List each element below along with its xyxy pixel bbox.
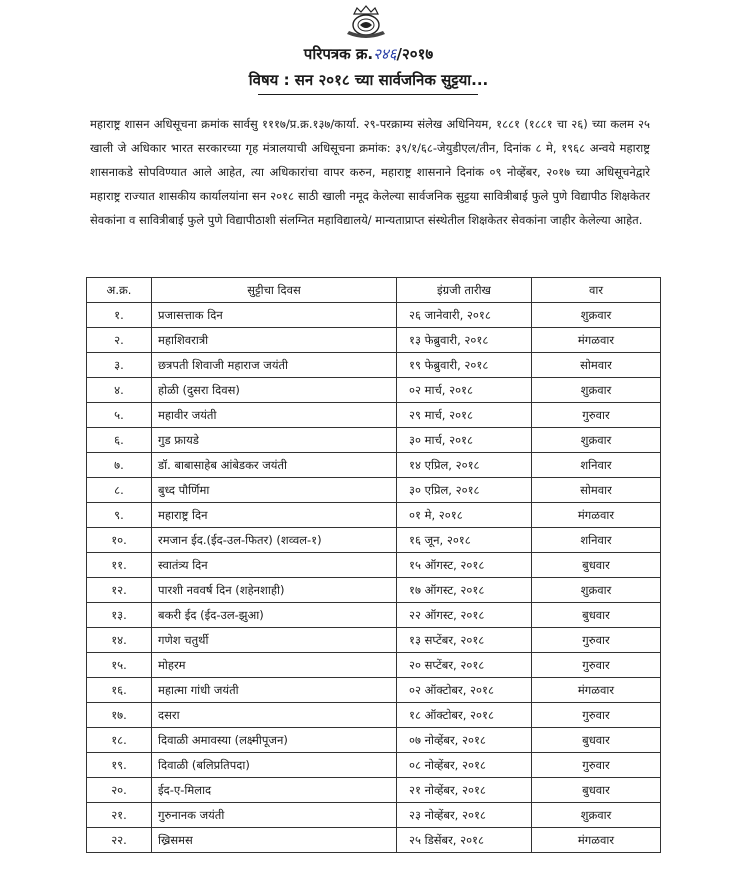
weekday-cell: मंगळवार: [532, 828, 661, 853]
serial-cell: ६.: [87, 428, 152, 453]
table-row: [87, 453, 661, 478]
date-cell: २० सप्टेंबर, २०१८: [397, 653, 532, 678]
weekday-cell: बुधवार: [532, 728, 661, 753]
weekday-cell: गुरुवार: [532, 753, 661, 778]
holiday-rows: [87, 303, 661, 853]
serial-cell: १६.: [87, 678, 152, 703]
holiday-name-cell: दिवाळी (बलिप्रतिपदा): [152, 753, 397, 778]
holiday-name-cell: मोहरम: [152, 653, 397, 678]
table-row: [87, 753, 661, 778]
circular-number: [0, 44, 737, 64]
university-emblem-icon: [341, 4, 391, 40]
serial-cell: १९.: [87, 753, 152, 778]
holiday-name-cell: बुध्द पौर्णिमा: [152, 478, 397, 503]
date-cell: २९ मार्च, २०१८: [397, 403, 532, 428]
weekday-cell: मंगळवार: [532, 503, 661, 528]
table-row: [87, 503, 661, 528]
date-cell: २२ ऑगस्ट, २०१८: [397, 603, 532, 628]
table-row: [87, 478, 661, 503]
subject-heading: विषय : सन २०१८ च्या सार्वजनिक सुट्टया...: [248, 71, 489, 89]
table-row: [87, 603, 661, 628]
weekday-cell: बुधवार: [532, 553, 661, 578]
date-cell: ०२ मार्च, २०१८: [397, 378, 532, 403]
table-row: [87, 378, 661, 403]
serial-cell: ८.: [87, 478, 152, 503]
date-cell: ०८ नोव्हेंबर, २०१८: [397, 753, 532, 778]
weekday-cell: बुधवार: [532, 778, 661, 803]
serial-cell: १३.: [87, 603, 152, 628]
serial-cell: ११.: [87, 553, 152, 578]
holiday-name-cell: ख्रिसमस: [152, 828, 397, 853]
header-serial-no: अ.क्र.: [87, 278, 152, 303]
date-cell: २३ नोव्हेंबर, २०१८: [397, 803, 532, 828]
table-row: [87, 553, 661, 578]
holiday-name-cell: महात्मा गांधी जयंती: [152, 678, 397, 703]
holiday-name-cell: स्वातंत्र्य दिन: [152, 553, 397, 578]
table-row: [87, 653, 661, 678]
holiday-name-cell: छत्रपती शिवाजी महाराज जयंती: [152, 353, 397, 378]
holiday-name-cell: होळी (दुसरा दिवस): [152, 378, 397, 403]
serial-cell: १.: [87, 303, 152, 328]
weekday-cell: गुरुवार: [532, 628, 661, 653]
serial-cell: २०.: [87, 778, 152, 803]
serial-cell: २१.: [87, 803, 152, 828]
table-row: [87, 328, 661, 353]
date-cell: १७ ऑगस्ट, २०१८: [397, 578, 532, 603]
holiday-name-cell: बकरी ईद (ईद-उल-झुआ): [152, 603, 397, 628]
notification-paragraph: महाराष्ट्र शासन अधिसूचना क्रमांक सार्वसु १११७/प्र.क्र.१३७/कार्या. २९-परक्राम्य संलेख अधिनियम, १८८१ (१८८१ चा २६) च्या कलम २५ खाली जे अधिकार भारत सरकारच्या गृह मंत्रालयाची अधिसूचना क्रमांक: ३९/१/६८-जेयुडीएल/तीन, दिनांक ८ मे, १९६८ अन्वये महाराष्ट्र शासनाकडे सोपविण्यात आले आहेत, त्या अधिकारांचा वापर करुन, महाराष्ट्र शासनाने दिनांक ०९ नोव्हेंबर, २०१७ च्या अधिसूचनेद्वारे महाराष्ट्र राज्यात शासकीय कार्यालयांना सन २०१८ साठी खाली नमूद केलेल्या सार्वजनिक सुट्टया सावित्रीबाई फुले पुणे विद्यापीठ शिक्षकेतर सेवकांना व सावित्रीबाई फुले पुणे विद्यापीठाशी संलग्नित महाविद्यालये/ मान्यताप्राप्त संस्थेतील शिक्षकेतर सेवकांना जाहीर केलेल्या आहेत.: [90, 117, 650, 227]
serial-cell: ५.: [87, 403, 152, 428]
weekday-cell: गुरुवार: [532, 703, 661, 728]
circular-year: /२०१७: [396, 45, 434, 63]
holiday-name-cell: ईद-ए-मिलाद: [152, 778, 397, 803]
serial-cell: १२.: [87, 578, 152, 603]
date-cell: २६ जानेवारी, २०१८: [397, 303, 532, 328]
holiday-name-cell: गणेश चतुर्थी: [152, 628, 397, 653]
weekday-cell: शुक्रवार: [532, 803, 661, 828]
table-row: [87, 803, 661, 828]
date-cell: १५ ऑगस्ट, २०१८: [397, 553, 532, 578]
header-english-date: इंग्रजी तारीख: [397, 278, 532, 303]
date-cell: ०१ मे, २०१८: [397, 503, 532, 528]
weekday-cell: शुक्रवार: [532, 303, 661, 328]
serial-cell: १०.: [87, 528, 152, 553]
table-row: [87, 303, 661, 328]
serial-cell: १७.: [87, 703, 152, 728]
table-row: [87, 428, 661, 453]
date-cell: २५ डिसेंबर, २०१८: [397, 828, 532, 853]
date-cell: १३ फेब्रुवारी, २०१८: [397, 328, 532, 353]
holiday-name-cell: गुरुनानक जयंती: [152, 803, 397, 828]
weekday-cell: शुक्रवार: [532, 428, 661, 453]
weekday-cell: मंगळवार: [532, 328, 661, 353]
table-row: [87, 528, 661, 553]
header-holiday-name: सुट्टीचा दिवस: [152, 278, 397, 303]
table-row: [87, 403, 661, 428]
holiday-name-cell: महाराष्ट्र दिन: [152, 503, 397, 528]
weekday-cell: शनिवार: [532, 453, 661, 478]
weekday-cell: मंगळवार: [532, 678, 661, 703]
date-cell: ३० मार्च, २०१८: [397, 428, 532, 453]
date-cell: ३० एप्रिल, २०१८: [397, 478, 532, 503]
weekday-cell: सोमवार: [532, 478, 661, 503]
serial-cell: १८.: [87, 728, 152, 753]
holiday-table: [86, 277, 661, 853]
serial-cell: ७.: [87, 453, 152, 478]
table-row: [87, 353, 661, 378]
weekday-cell: गुरुवार: [532, 653, 661, 678]
date-cell: ०७ नोव्हेंबर, २०१८: [397, 728, 532, 753]
serial-cell: १४.: [87, 628, 152, 653]
weekday-cell: शनिवार: [532, 528, 661, 553]
serial-cell: ४.: [87, 378, 152, 403]
circular-prefix: परिपत्रक क्र.: [303, 45, 374, 63]
serial-cell: ९.: [87, 503, 152, 528]
table-row: [87, 703, 661, 728]
date-cell: ०२ ऑक्टोबर, २०१८: [397, 678, 532, 703]
header-weekday: वार: [532, 278, 661, 303]
weekday-cell: बुधवार: [532, 603, 661, 628]
holiday-name-cell: गुड फ्रायडे: [152, 428, 397, 453]
holiday-name-cell: महाशिवरात्री: [152, 328, 397, 353]
serial-cell: २२.: [87, 828, 152, 853]
table-row: [87, 578, 661, 603]
circular-handwritten-number: २४६: [373, 45, 397, 63]
table-row: [87, 728, 661, 753]
serial-cell: २.: [87, 328, 152, 353]
holiday-name-cell: रमजान ईद.(ईद-उल-फितर) (शव्वल-१): [152, 528, 397, 553]
table-row: [87, 628, 661, 653]
table-row: [87, 778, 661, 803]
holiday-name-cell: डॉ. बाबासाहेब आंबेडकर जयंती: [152, 453, 397, 478]
subject-underline: [258, 94, 478, 95]
table-row: [87, 678, 661, 703]
table-row: [87, 828, 661, 853]
date-cell: १३ सप्टेंबर, २०१८: [397, 628, 532, 653]
weekday-cell: गुरुवार: [532, 403, 661, 428]
holiday-name-cell: पारशी नववर्ष दिन (शहेनशाही): [152, 578, 397, 603]
date-cell: १४ एप्रिल, २०१८: [397, 453, 532, 478]
date-cell: १९ फेब्रुवारी, २०१८: [397, 353, 532, 378]
holiday-name-cell: दिवाळी अमावस्या (लक्ष्मीपूजन): [152, 728, 397, 753]
serial-cell: ३.: [87, 353, 152, 378]
weekday-cell: शुक्रवार: [532, 578, 661, 603]
serial-cell: १५.: [87, 653, 152, 678]
holiday-name-cell: प्रजासत्ताक दिन: [152, 303, 397, 328]
date-cell: १६ जून, २०१८: [397, 528, 532, 553]
weekday-cell: सोमवार: [532, 353, 661, 378]
holiday-name-cell: महावीर जयंती: [152, 403, 397, 428]
holiday-name-cell: दसरा: [152, 703, 397, 728]
weekday-cell: शुक्रवार: [532, 378, 661, 403]
date-cell: १८ ऑक्टोबर, २०१८: [397, 703, 532, 728]
table-header-row: [87, 278, 661, 303]
date-cell: २१ नोव्हेंबर, २०१८: [397, 778, 532, 803]
